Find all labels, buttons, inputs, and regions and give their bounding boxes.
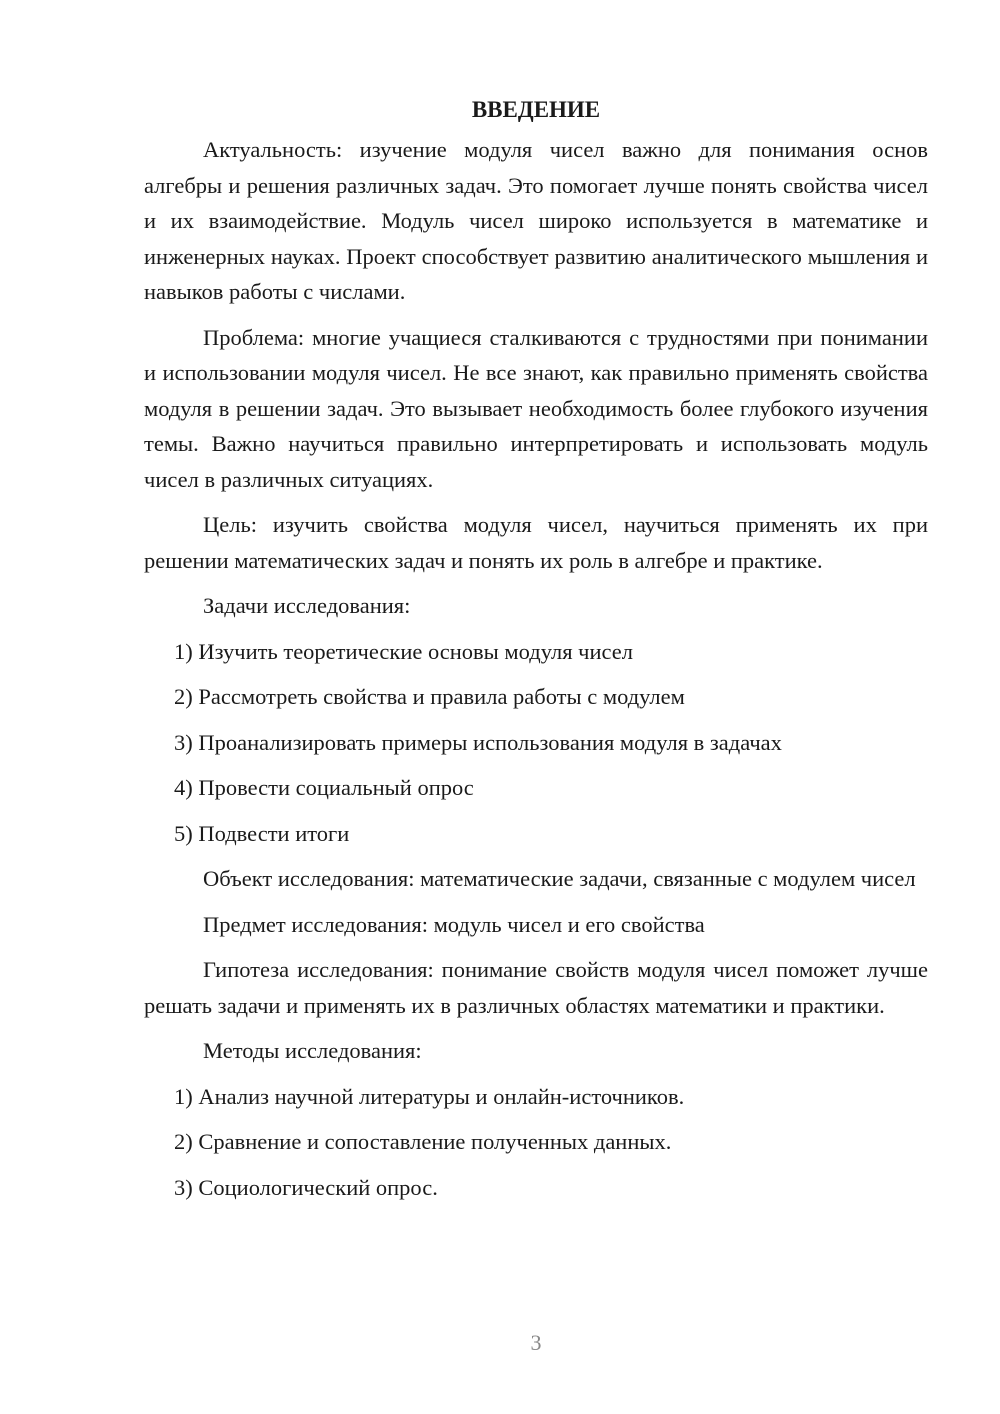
list-item: 5) Подвести итоги <box>174 820 350 846</box>
tasks-heading: Задачи исследования: <box>203 593 411 618</box>
list-item: 2) Сравнение и сопоставление полученных данных. <box>174 1129 672 1154</box>
list-item: 2) Рассмотреть свойства и правила работы с модулем <box>174 684 685 709</box>
goal-paragraph: Цель: изучить свойства модуля чисел, научиться применять их при решении математических задач и понять их роль в алгебре и практике. <box>144 512 928 573</box>
problem-paragraph: Проблема: многие учащиеся сталкиваются с трудностями при понимании и использовании модуля чисел. Не все знают, как правильно применять свойства модуля в решении задач. Это вызывает необходимость более глубокого изучения темы. Важно научиться правильно интерпретировать и использовать модуль чисел в различных ситуациях. <box>144 324 928 492</box>
methods-list <box>144 1079 928 1206</box>
list-item: 3) Социологический опрос. <box>174 1174 438 1200</box>
page-number: 3 <box>530 1330 542 1355</box>
list-item: 4) Провести социальный опрос <box>174 775 474 800</box>
tasks-list <box>144 634 928 852</box>
methods-heading: Методы исследования: <box>203 1038 422 1063</box>
relevance-paragraph: Актуальность: изучение модуля чисел важно для понимания основ алгебры и решения различных задач. Это помогает лучше понять свойства чисел и их взаимодействие. Модуль чисел широко используется в математике и инженерных науках. Проект способствует развитию аналитического мышления и навыков работы с числами. <box>144 137 928 304</box>
list-item: 1) Изучить теоретические основы модуля чисел <box>174 638 634 664</box>
subject-paragraph: Предмет исследования: модуль чисел и его свойства <box>203 911 705 937</box>
list-item: 3) Проанализировать примеры использования модуля в задачах <box>174 729 782 755</box>
hypothesis-paragraph: Гипотеза исследования: понимание свойств модуля чисел поможет лучше решать задачи и применять их в различных областях математики и практики. <box>144 957 928 1018</box>
document-page <box>144 92 928 1205</box>
list-item: 1) Анализ научной литературы и онлайн-источников. <box>174 1083 685 1109</box>
object-paragraph: Объект исследования: математические задачи, связанные с модулем чисел <box>203 866 916 891</box>
section-heading: ВВЕДЕНИЕ <box>471 97 601 122</box>
